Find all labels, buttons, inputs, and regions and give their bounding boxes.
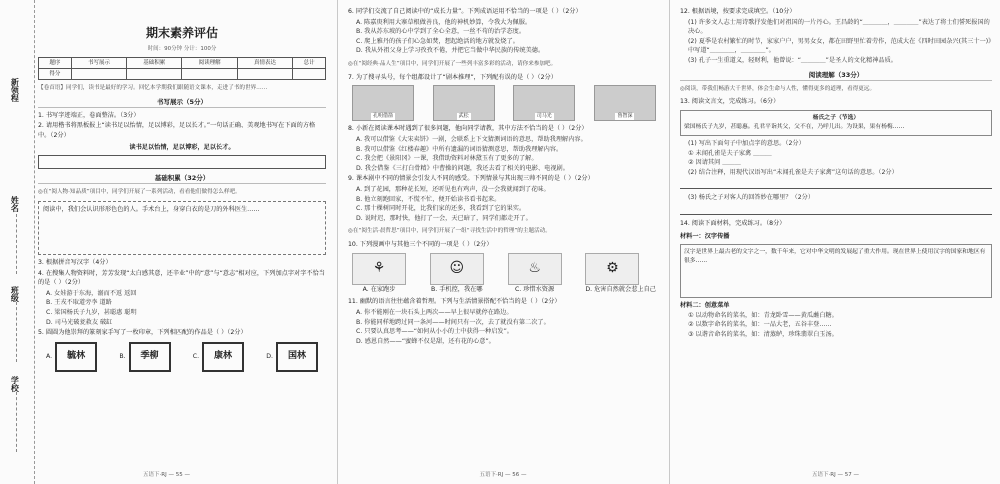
menu-item: ③ 以谐音命名的菜名，如：清蒸鲈，珍珠翡翠白玉汤。 (688, 331, 838, 339)
quote-text: 读书足以怡情，足以博彩，足以长才。 (129, 143, 235, 151)
cartoon-image: ☺ (430, 253, 484, 285)
thumb-caption: 鲁智深 (617, 112, 633, 119)
fill-item[interactable]: (1) 许多文人志士用诗歌抒发他们对祖国的一片丹心。王昌龄的“＿＿＿＿，＿＿＿＿”表达了将士们誓死报国的决心。 (688, 18, 990, 36)
question-13: 13. 阅读文言文，完成练习。（6分） (680, 98, 780, 106)
seal-options (38, 339, 326, 375)
cartoon-caption: D. 危害自然就会惹上自己 (585, 285, 656, 293)
cartoon-caption: A. 在家跑步 (362, 285, 396, 293)
option-letter: D. (266, 353, 273, 361)
score-cell[interactable] (182, 69, 237, 80)
cartoon-option[interactable] (352, 253, 406, 295)
score-header: 真情表达 (237, 58, 292, 69)
score-cell[interactable] (293, 69, 326, 80)
cartoon-image: ♨ (508, 253, 562, 285)
cartoon-image: ⚘ (352, 253, 406, 285)
classical-passage (680, 110, 992, 136)
thumb-caption: 司马光 (536, 112, 552, 119)
option[interactable]: D. 司马光破瓮救友 破缸 (46, 318, 113, 326)
page1-content (38, 24, 326, 375)
score-header: 总计 (293, 58, 326, 69)
cartoon-option[interactable] (585, 253, 656, 295)
seal-image: 国林 (276, 342, 318, 372)
page-footer: 五语下·RJ — 57 — (812, 472, 859, 479)
seal-image: 毓林 (55, 342, 97, 372)
binding-margin (0, 0, 35, 484)
question-2: 2. 请用楷书将黑板报上“读书足以怡情，足以博彩，足以长才。”一句话正确、美观地书写在下面的方格中。（2分） (38, 122, 316, 140)
page-footer: 五语下·RJ — 56 — (479, 472, 527, 479)
pinyin-passage: 阅读中，我们会认识形形色色的人。手术台上，身穿白衣的是刀的外科医生…… (38, 201, 326, 255)
cartoon-image: ⚙ (585, 253, 639, 285)
score-cell[interactable] (71, 69, 126, 80)
brand-label: 新领程 (10, 78, 20, 102)
seal-image: 季柳 (129, 342, 171, 372)
page-55 (0, 0, 333, 484)
story-text: 梁国杨氏子九岁，甚聪惠。孔君平诣其父，父不在，乃呼儿出。为设果，果有杨梅…… (684, 123, 905, 130)
option[interactable]: D. 说时迟，那时快，他打了一会，天已暗了，同学们都走开了。 (356, 214, 532, 222)
material-1-text: 汉字是世界上最古老的文字之一，数千年来，它对中华文明的发展起了重大作用。现在世界上使用汉字的国家和地区有很多…… (680, 244, 992, 298)
question-11: 11. 幽默的语言往往蕴含着哲理。下列与生活情景搭配不恰当的是（ ）（2分） (348, 298, 561, 306)
option[interactable]: C. 只要认真思考——“如何从小小的土中获得一种启发”。 (356, 328, 513, 336)
option[interactable]: A. 到了花园，那种花长短，还听见也有鸡声，没一会我就闻到了花味。 (356, 185, 550, 193)
menu-item: ② 以数字命名的菜名，如：一品大老，五谷丰登…… (688, 321, 832, 329)
cartoon-options (348, 251, 660, 297)
seal-option-c[interactable] (193, 342, 244, 372)
option[interactable]: B. 你能同样地跨过同一条河——时间只有一次，去了就没有第二次了。 (356, 318, 550, 326)
question-6: 6. 同学们交流了自己阅读中的“成长力量”。下列成语运用不恰当的一项是（ ）（2分） (348, 8, 582, 15)
question-8: 8. 小新在阅读课本时遇到了很多问题，他向同学请教，其中方法不恰当的是（ ）（2分） (348, 125, 588, 133)
section-reading: 阅读理解（33分） (680, 70, 992, 81)
option[interactable]: C. 梁国杨氏子九岁，甚聪惠 聪明 (46, 309, 137, 317)
project-intro: ◎在“阅生活·晨哲思”项目中，同学们开展了一组“寻找生活中的哲理”的主题活动。 (348, 228, 551, 235)
sub-question[interactable]: ① 未闻孔雀是夫子家禽 ＿＿＿ (688, 149, 772, 157)
cartoon-option[interactable] (508, 253, 562, 295)
question-1: 1. 书写字迹端正，卷面整洁。（3分） (38, 111, 140, 119)
option-letter: A. (46, 353, 53, 361)
character-thumb[interactable] (513, 85, 575, 121)
question-10: 10. 下列漫画中与其他三个不同的一项是（ ）（2分） (348, 241, 493, 249)
sub-question: (2) 结合注释，用现代汉语写出“未闻孔雀是夫子家禽”这句话的意思。（2分） (688, 168, 898, 176)
page-56 (337, 0, 668, 484)
name-label: 姓名 (10, 196, 20, 212)
school-line (16, 392, 18, 452)
score-header: 基础积累 (127, 58, 182, 69)
option[interactable]: C. 爬上雅丹的孩子们心急如焚，想起绝活的地方就发烧了。 (356, 37, 519, 45)
page-57 (669, 0, 1000, 484)
option[interactable]: B. 我可以借鉴《红楼春趣》中所有遗漏的词语猜测意思，帮助我理解内容。 (356, 145, 563, 153)
option[interactable]: A. 陈嘉庚利用大寨草根做善良，他的神机妙算，令我大为佩服。 (356, 18, 532, 26)
sub-question: (3) 杨氏之子对客人的回答妙在哪里？（2分） (688, 194, 815, 202)
cartoon-caption: C. 珍惜水资源 (514, 285, 555, 293)
option[interactable]: B. 我从苏东坡的心中学到了全心全意，一丝不苟的治学态度。 (356, 28, 526, 36)
menu-item: ① 以动物命名的菜名，如：青龙卧雪——黄瓜蘸白糖。 (688, 311, 838, 319)
character-thumb[interactable] (594, 85, 656, 121)
question-3: 3. 根据拼音写汉字（4分） (38, 258, 112, 266)
cartoon-option[interactable] (430, 253, 484, 295)
option[interactable]: B. 王戎不取道旁李 道路 (46, 299, 112, 307)
page-footer: 五语下·RJ — 55 — (143, 472, 190, 479)
score-row-label: 得分 (39, 69, 72, 80)
answer-line[interactable] (680, 180, 992, 189)
page2-content (348, 6, 660, 346)
option[interactable]: C. 那十棵树同时开花，比我们家的还多，我看到了它的果实。 (356, 205, 526, 213)
reading-intro: ◎阅读，带我们畅游大千世界，体会生命与人性，懂得更多的道理，看得更远。 (680, 85, 876, 92)
score-cell[interactable] (237, 69, 292, 80)
option[interactable]: D. 我从外祖父身上学习孜孜不倦，并把它当做中华民族的传统美德。 (356, 47, 545, 55)
school-label: 学校 (10, 376, 20, 392)
story-title: 杨氏之子（节选） (812, 114, 860, 121)
question-5: 5. 圆圆为他崇拜的篆刻家手写了一枚印章，下列相匹配的作品是（ ）（2分） (38, 329, 247, 337)
option-letter: B. (119, 353, 126, 361)
score-header: 书写展示 (71, 58, 126, 69)
question-9: 9. 课本剧中不同的情景会引发人不同的感受。下列情景与其出现三帅不同的是（ ）（2分） (348, 175, 594, 183)
question-4: 4. 在搜集人物资料时，芳芳发现“太白感其意，还辛业”中的“意”与“意志”相对应，下列加点字对字不恰当的是（ ）（2分） (38, 269, 325, 287)
writing-grid[interactable] (38, 155, 326, 169)
thumb-caption: 武松 (458, 112, 469, 119)
option[interactable]: A. 女娃游于东海，溺而不返 返回 (46, 289, 137, 297)
character-thumb[interactable] (352, 85, 414, 121)
cartoon-caption: B. 手机控，我在哪 (431, 285, 483, 293)
seal-option-a[interactable] (46, 342, 97, 372)
class-label: 班级 (10, 286, 20, 302)
seal-option-b[interactable] (119, 342, 170, 372)
score-header: 阅读理解 (182, 58, 237, 69)
question-14: 14. 阅读下面材料，完成练习。（8分） (680, 220, 786, 227)
character-images (348, 83, 660, 123)
exam-meta: 时间：90分钟 分计：100分 (147, 45, 217, 52)
question-12: 12. 根据语境，按要求完成填空。（10分） (680, 8, 796, 15)
exam-title: 期末素养评估 (145, 26, 218, 40)
seal-image: 康林 (202, 342, 244, 372)
answer-line[interactable] (680, 206, 992, 215)
character-thumb[interactable] (433, 85, 495, 121)
option-letter: C. (192, 353, 200, 361)
score-table (38, 57, 326, 80)
score-header: 题序 (39, 58, 72, 69)
sub-question: (1) 写出下面句子中加点字的意思。（2分） (688, 139, 805, 147)
question-7: 7. 为了搜寻头号，每个组都设计了“剧本推理”，下列配有误的是（ ）（2分） (348, 73, 557, 81)
score-cell[interactable] (127, 69, 182, 80)
option[interactable]: D. 我会借鉴《三打白骨精》中曹操的问题，我还去看了相关的电影、电视剧。 (356, 164, 569, 172)
option[interactable]: A. 你不能刚在一块石头上两次——早上很早就停在路边。 (356, 308, 513, 316)
option[interactable]: D. 感恩自然——“蜜蜂不仅是甜，还有花的心意”。 (356, 337, 495, 345)
thumb-caption: 孔明借箭 (372, 112, 393, 119)
project-intro: ◎在“阅人物·知品质”项目中，同学们开展了一系列活动，看看他们做得怎么样吧。 (38, 189, 241, 196)
section-basics: 基础积累（32分） (38, 173, 326, 184)
material-1-title: 材料一：汉字传播 (680, 232, 730, 240)
page3-content (680, 6, 992, 340)
option[interactable]: C. 我会把《景阳冈》一课，我借助资料对林黛玉有了更多的了解。 (356, 155, 538, 163)
option[interactable]: A. 我可以借鉴《大宋卖饼》一剧，会联系上下文猜测词语的意思，帮助我理解内容。 (356, 135, 587, 143)
seal-option-d[interactable] (266, 342, 318, 372)
fill-item[interactable]: (3) 孔子一生重道义，轻财利，他曾说：“＿＿＿＿”是圣人的文化精神品质。 (688, 57, 897, 65)
option[interactable]: B. 他立刻跑回家，不慌不忙，便开始读书看书起来。 (356, 195, 501, 203)
fill-item[interactable]: (2) 夏季是农村繁忙的时节，家家户户，男男女女，都在田野里忙着劳作，范成大在《四时田园杂兴(其三十一)》中写道“＿＿＿＿，＿＿＿＿”。 (688, 37, 992, 55)
sub-question[interactable]: ② 因请其问 ＿＿＿ (688, 159, 741, 167)
section-writing: 书写展示（5分） (38, 97, 326, 108)
name-line (16, 214, 18, 274)
intro-note: 【卷首语】同学们，读书是最好的学习。回忆本学期我们跟随语文课本，走进了书的世界…… (38, 85, 268, 92)
material-2-title: 材料二：创意菜单 (680, 302, 730, 310)
class-line (16, 302, 18, 362)
project-intro: ◎在“阅经典·品人生”项目中，同学们开展了一些列丰富多彩的活动，请你来参加吧。 (348, 61, 557, 68)
